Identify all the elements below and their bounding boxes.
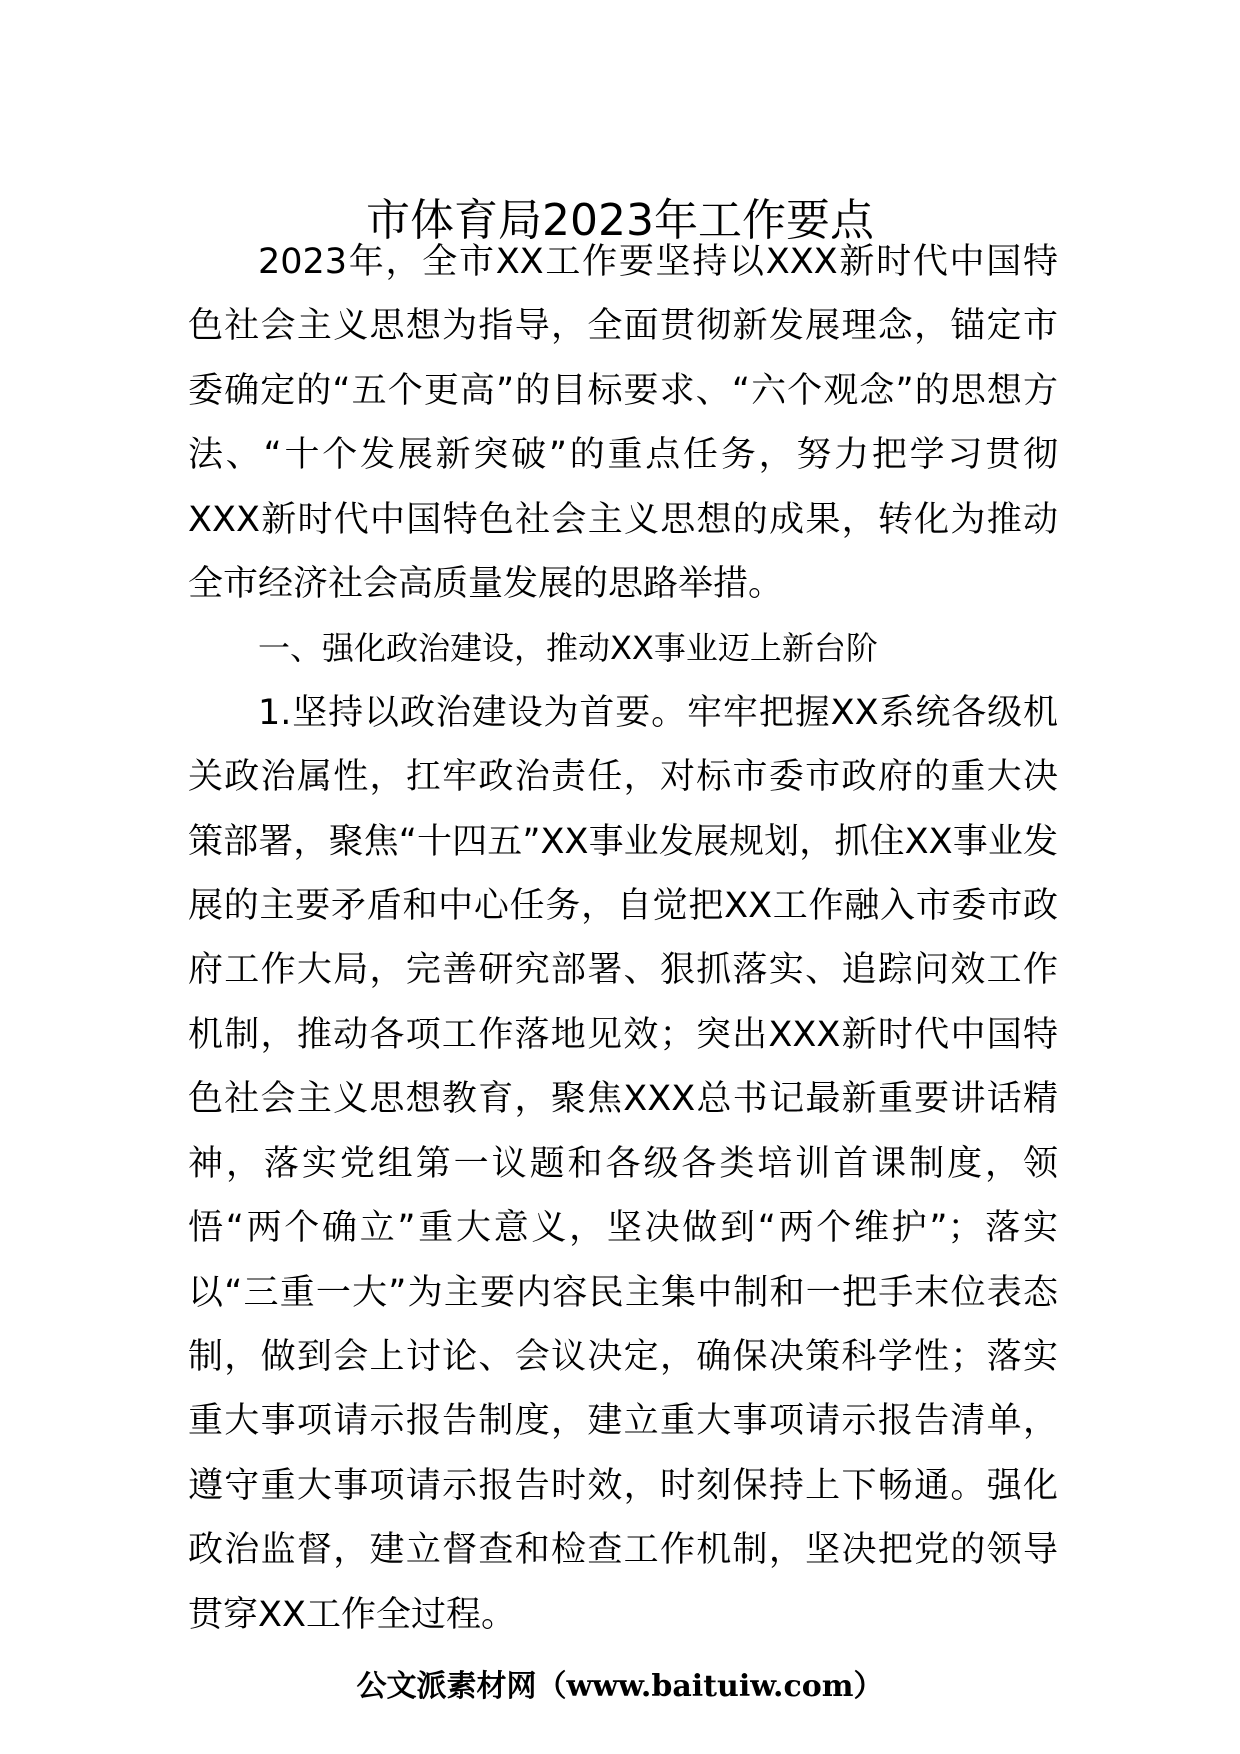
document-title: 市体育局2023年工作要点 [366,195,874,247]
footer-watermark: 公文派素材网（www.baituiw.com） [356,1669,884,1704]
intro-paragraph: 2023年，全市XX工作要坚持以XXX新时代中国特色社会主义思想为指导，全面贯彻新发展理念，锚定市委确定的“五个更高”的目标要求、“六个观念”的思想方法、“十个发展新突破”的重点任务，努力把学习贯彻XXX新时代中国特色社会主义思想的成果，转化为推动全市经济社会高质量发展的思路举措。 [188,242,1058,605]
document-body [188,230,1058,1647]
section-paragraph: 1.坚持以政治建设为首要。牢牢把握XX系统各级机关政治属性，扛牢政治责任，对标市委市政府的重大决策部署，聚焦“十四五”XX事业发展规划，抓住XX事业发展的主要矛盾和中心任务，自觉把XX工作融入市委市政府工作大局，完善研究部署、狠抓落实、追踪问效工作机制，推动各项工作落地见效；突出XXX新时代中国特色社会主义思想教育，聚焦XXX总书记最新重要讲话精神，落实党组第一议题和各级各类培训首课制度，领悟“两个确立”重大意义，坚决做到“两个维护”；落实以“三重一大”为主要内容民主集中制和一把手末位表态制，做到会上讨论、会议决定，确保决策科学性；落实重大事项请示报告制度，建立重大事项请示报告清单，遵守重大事项请示报告时效，时刻保持上下畅通。强化政治监督，建立督查和检查工作机制，坚决把党的领导贯穿XX工作全过程。 [188,692,1058,1635]
section-heading: 一、强化政治建设，推动XX事业迈上新台阶 [258,629,878,668]
